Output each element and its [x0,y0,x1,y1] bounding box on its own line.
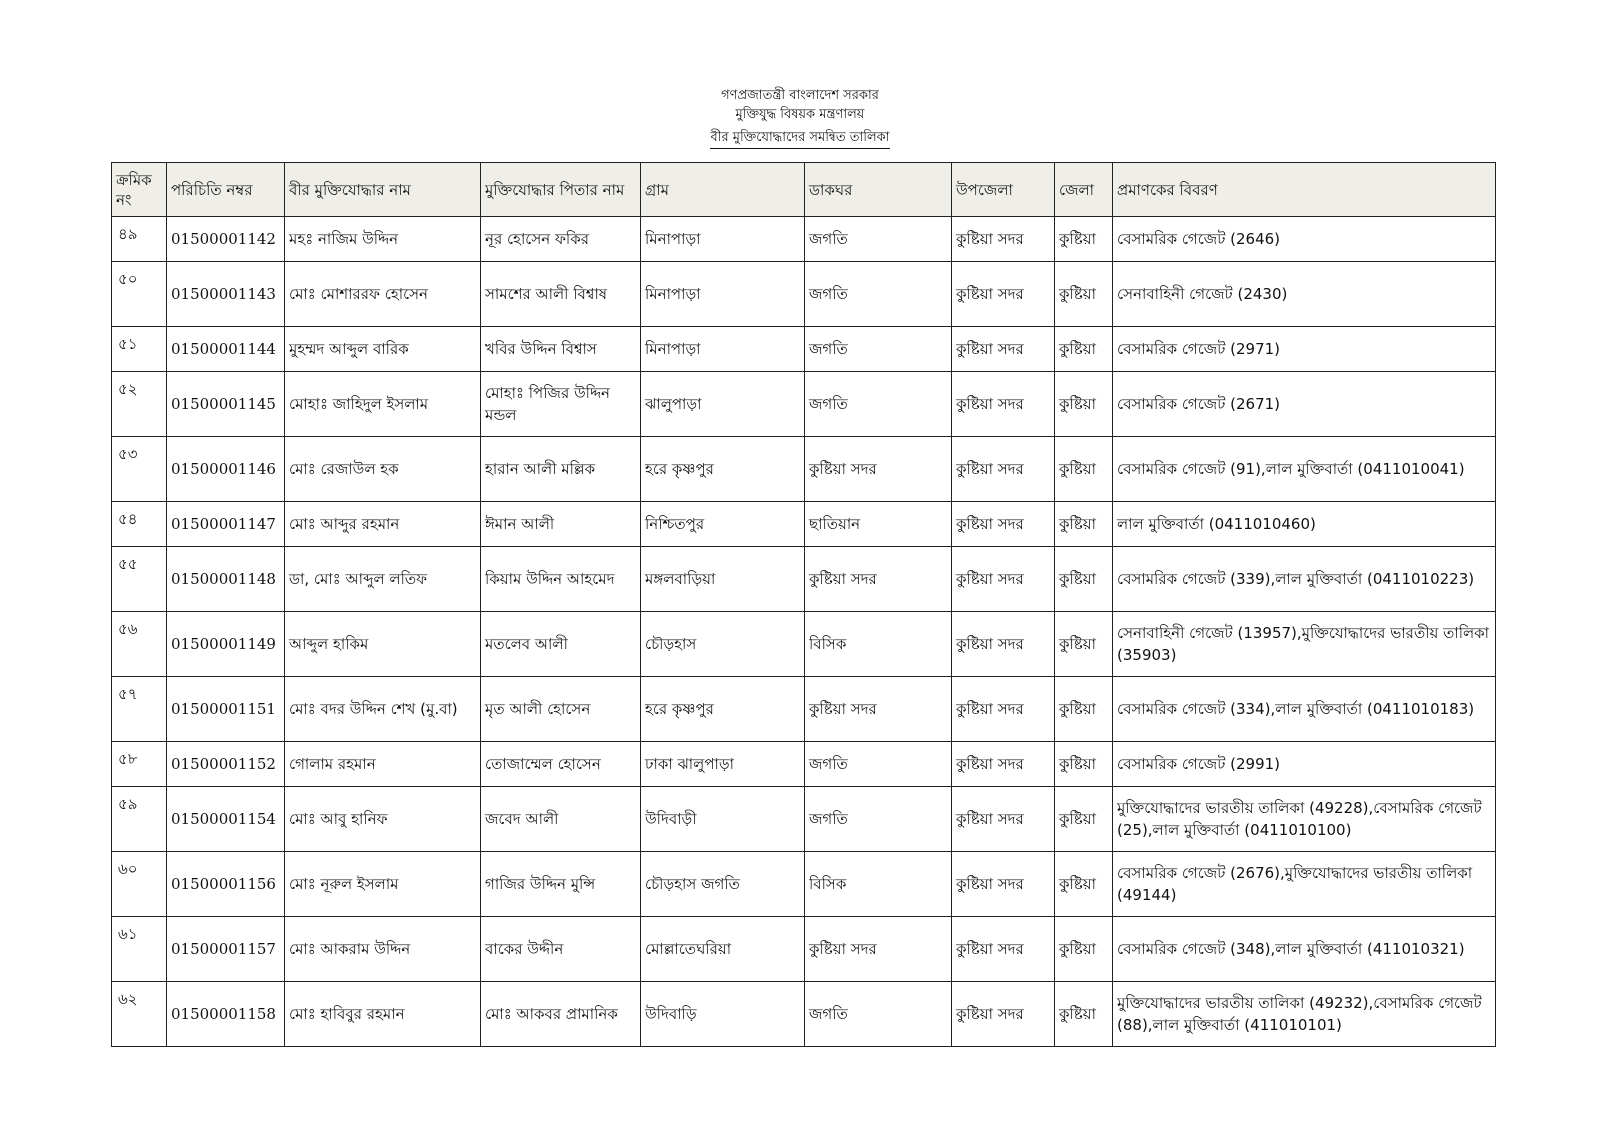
village-cell: নিশ্চিতপুর [641,502,805,547]
serial-cell: ৬১ [112,917,167,982]
village-cell: মিনাপাড়া [641,217,805,262]
village-cell: চৌড়হাস [641,612,805,677]
post-office-cell: বিসিক [805,852,952,917]
col-village-header: গ্রাম [641,163,805,217]
upazila-cell: কুষ্টিয়া সদর [952,852,1055,917]
col-evidence-header: প্রমাণকের বিবরণ [1113,163,1496,217]
father-cell: হারান আলী মল্লিক [481,437,641,502]
village-cell: মঙ্গলবাড়িয়া [641,547,805,612]
serial-cell: ৫১ [112,327,167,372]
father-cell: ঈমান আলী [481,502,641,547]
upazila-cell: কুষ্টিয়া সদর [952,612,1055,677]
list-title: বীর মুক্তিযোদ্ধাদের সমন্বিত তালিকা [710,128,889,149]
serial-cell: ৫৬ [112,612,167,677]
village-cell: মোল্লাতেঘরিয়া [641,917,805,982]
id-cell: 01500001146 [167,437,285,502]
district-cell: কুষ্টিয়া [1055,372,1113,437]
table-row [112,327,1496,372]
ministry-name: মুক্তিযুদ্ধ বিষয়ক মন্ত্রণালয় [735,107,865,122]
district-cell: কুষ্টিয়া [1055,437,1113,502]
name-cell: গোলাম রহমান [285,742,481,787]
document-header [0,86,1600,149]
id-cell: 01500001151 [167,677,285,742]
col-id-header: পরিচিতি নম্বর [167,163,285,217]
name-cell: আব্দুল হাকিম [285,612,481,677]
district-cell: কুষ্টিয়া [1055,612,1113,677]
evidence-cell: মুক্তিযোদ্ধাদের ভারতীয় তালিকা (49232),বেসামরিক গেজেট (88),লাল মুক্তিবার্তা (411010101) [1113,982,1496,1047]
district-cell: কুষ্টিয়া [1055,787,1113,852]
post-office-cell: জগতি [805,742,952,787]
table-row [112,917,1496,982]
district-cell: কুষ্টিয়া [1055,502,1113,547]
name-cell: মোহাঃ জাহিদুল ইসলাম [285,372,481,437]
district-cell: কুষ্টিয়া [1055,917,1113,982]
district-cell: কুষ্টিয়া [1055,547,1113,612]
upazila-cell: কুষ্টিয়া সদর [952,502,1055,547]
village-cell: উদিবাড়ি [641,982,805,1047]
father-cell: বাকের উদ্দীন [481,917,641,982]
village-cell: মিনাপাড়া [641,262,805,327]
evidence-cell: সেনাবাহিনী গেজেট (2430) [1113,262,1496,327]
table-row [112,982,1496,1047]
village-cell: হরে কৃষ্ণপুর [641,437,805,502]
serial-cell: ৬২ [112,982,167,1047]
upazila-cell: কুষ্টিয়া সদর [952,677,1055,742]
post-office-cell: জগতি [805,217,952,262]
table-row [112,502,1496,547]
serial-cell: ৫২ [112,372,167,437]
name-cell: মোঃ আবু হানিফ [285,787,481,852]
father-cell: গাজির উদ্দিন মুন্সি [481,852,641,917]
col-post-office-header: ডাকঘর [805,163,952,217]
id-cell: 01500001152 [167,742,285,787]
evidence-cell: সেনাবাহিনী গেজেট (13957),মুক্তিযোদ্ধাদের ভারতীয় তালিকা (35903) [1113,612,1496,677]
table-row [112,217,1496,262]
district-cell: কুষ্টিয়া [1055,982,1113,1047]
upazila-cell: কুষ্টিয়া সদর [952,437,1055,502]
post-office-cell: জগতি [805,982,952,1047]
father-cell: তোজাম্মেল হোসেন [481,742,641,787]
table-row [112,612,1496,677]
post-office-cell: বিসিক [805,612,952,677]
evidence-cell: বেসামরিক গেজেট (334),লাল মুক্তিবার্তা (0411010183) [1113,677,1496,742]
post-office-cell: কুষ্টিয়া সদর [805,547,952,612]
village-cell: ঝালুপাড়া [641,372,805,437]
post-office-cell: জগতি [805,262,952,327]
father-cell: কিয়াম উদ্দিন আহমেদ [481,547,641,612]
village-cell: ঢাকা ঝালুপাড়া [641,742,805,787]
table-row [112,262,1496,327]
upazila-cell: কুষ্টিয়া সদর [952,327,1055,372]
serial-cell: ৪৯ [112,217,167,262]
serial-cell: ৫৭ [112,677,167,742]
id-cell: 01500001156 [167,852,285,917]
upazila-cell: কুষ্টিয়া সদর [952,787,1055,852]
name-cell: মোঃ হাবিবুর রহমান [285,982,481,1047]
name-cell: মুহম্মদ আব্দুল বারিক [285,327,481,372]
id-cell: 01500001154 [167,787,285,852]
district-cell: কুষ্টিয়া [1055,262,1113,327]
village-cell: চৌড়হাস জগতি [641,852,805,917]
evidence-cell: মুক্তিযোদ্ধাদের ভারতীয় তালিকা (49228),বেসামরিক গেজেট (25),লাল মুক্তিবার্তা (0411010100) [1113,787,1496,852]
post-office-cell: জগতি [805,372,952,437]
id-cell: 01500001145 [167,372,285,437]
government-name: গণপ্রজাতন্ত্রী বাংলাদেশ সরকার [721,88,879,103]
name-cell: মোঃ মোশাররফ হোসেন [285,262,481,327]
col-father-header: মুক্তিযোদ্ধার পিতার নাম [481,163,641,217]
id-cell: 01500001143 [167,262,285,327]
id-cell: 01500001144 [167,327,285,372]
table-row [112,787,1496,852]
post-office-cell: কুষ্টিয়া সদর [805,677,952,742]
id-cell: 01500001149 [167,612,285,677]
upazila-cell: কুষ্টিয়া সদর [952,742,1055,787]
name-cell: মোঃ আকরাম উদ্দিন [285,917,481,982]
id-cell: 01500001147 [167,502,285,547]
village-cell: হরে কৃষ্ণপুর [641,677,805,742]
upazila-cell: কুষ্টিয়া সদর [952,982,1055,1047]
district-cell: কুষ্টিয়া [1055,677,1113,742]
evidence-cell: বেসামরিক গেজেট (2676),মুক্তিযোদ্ধাদের ভারতীয় তালিকা (49144) [1113,852,1496,917]
post-office-cell: কুষ্টিয়া সদর [805,917,952,982]
table-row [112,677,1496,742]
name-cell: মোঃ রেজাউল হক [285,437,481,502]
serial-cell: ৫৮ [112,742,167,787]
evidence-cell: বেসামরিক গেজেট (348),লাল মুক্তিবার্তা (411010321) [1113,917,1496,982]
table-row [112,437,1496,502]
father-cell: মৃত আলী হোসেন [481,677,641,742]
name-cell: মোঃ বদর উদ্দিন শেখ (মু.বা) [285,677,481,742]
col-district-header: জেলা [1055,163,1113,217]
table-row [112,742,1496,787]
father-cell: খবির উদ্দিন বিশ্বাস [481,327,641,372]
id-cell: 01500001158 [167,982,285,1047]
serial-cell: ৫৩ [112,437,167,502]
id-cell: 01500001142 [167,217,285,262]
serial-cell: ৫৫ [112,547,167,612]
table-row [112,372,1496,437]
upazila-cell: কুষ্টিয়া সদর [952,917,1055,982]
upazila-cell: কুষ্টিয়া সদর [952,217,1055,262]
district-cell: কুষ্টিয়া [1055,852,1113,917]
col-upazila-header: উপজেলা [952,163,1055,217]
id-cell: 01500001148 [167,547,285,612]
village-cell: মিনাপাড়া [641,327,805,372]
table-header-row [112,163,1496,217]
evidence-cell: বেসামরিক গেজেট (2971) [1113,327,1496,372]
evidence-cell: বেসামরিক গেজেট (2646) [1113,217,1496,262]
village-cell: উদিবাড়ী [641,787,805,852]
father-cell: সামশের আলী বিশ্বাষ [481,262,641,327]
name-cell: ডা, মোঃ আব্দুল লতিফ [285,547,481,612]
id-cell: 01500001157 [167,917,285,982]
district-cell: কুষ্টিয়া [1055,742,1113,787]
post-office-cell: জগতি [805,327,952,372]
col-serial-header: ক্রমিক নং [112,163,167,217]
name-cell: মহঃ নাজিম উদ্দিন [285,217,481,262]
table-row [112,547,1496,612]
post-office-cell: ছাতিয়ান [805,502,952,547]
serial-cell: ৫৯ [112,787,167,852]
serial-cell: ৫৪ [112,502,167,547]
col-name-header: বীর মুক্তিযোদ্ধার নাম [285,163,481,217]
post-office-cell: কুষ্টিয়া সদর [805,437,952,502]
upazila-cell: কুষ্টিয়া সদর [952,372,1055,437]
district-cell: কুষ্টিয়া [1055,217,1113,262]
father-cell: মতলেব আলী [481,612,641,677]
serial-cell: ৫০ [112,262,167,327]
post-office-cell: জগতি [805,787,952,852]
name-cell: মোঃ আব্দুর রহমান [285,502,481,547]
freedom-fighters-table [111,162,1496,1047]
table-row [112,852,1496,917]
evidence-cell: বেসামরিক গেজেট (339),লাল মুক্তিবার্তা (0411010223) [1113,547,1496,612]
evidence-cell: বেসামরিক গেজেট (91),লাল মুক্তিবার্তা (0411010041) [1113,437,1496,502]
upazila-cell: কুষ্টিয়া সদর [952,547,1055,612]
name-cell: মোঃ নূরুল ইসলাম [285,852,481,917]
father-cell: জবেদ আলী [481,787,641,852]
evidence-cell: বেসামরিক গেজেট (2991) [1113,742,1496,787]
upazila-cell: কুষ্টিয়া সদর [952,262,1055,327]
serial-cell: ৬০ [112,852,167,917]
father-cell: মোঃ আকবর প্রামানিক [481,982,641,1047]
father-cell: মোহাঃ পিজির উদ্দিন মন্ডল [481,372,641,437]
evidence-cell: লাল মুক্তিবার্তা (0411010460) [1113,502,1496,547]
district-cell: কুষ্টিয়া [1055,327,1113,372]
evidence-cell: বেসামরিক গেজেট (2671) [1113,372,1496,437]
father-cell: নূর হোসেন ফকির [481,217,641,262]
